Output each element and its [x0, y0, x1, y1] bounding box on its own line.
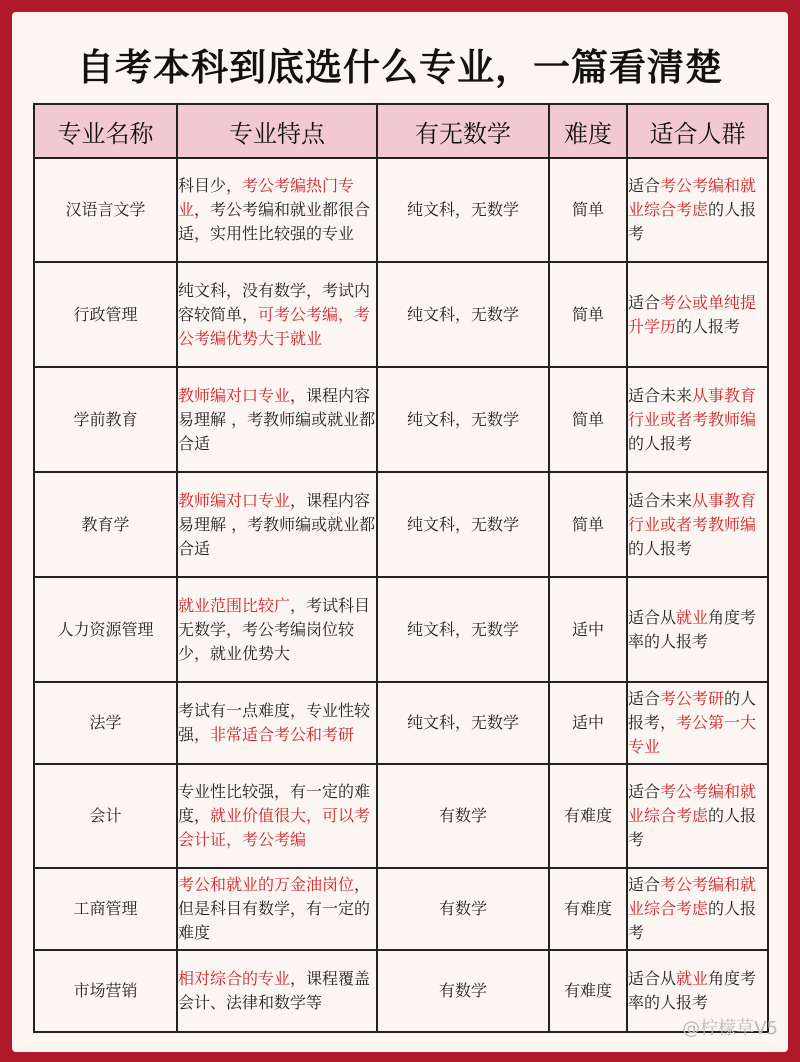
audience-segment: 考公第一大专业 [628, 713, 757, 756]
features-segment: 可考公考编，考公考编优势大于就业 [178, 304, 371, 348]
audience-segment: 适合从 [628, 607, 677, 627]
difficulty-cell: 有难度 [549, 764, 627, 868]
features-cell [177, 367, 377, 472]
features-segment: 就业价值很大，可以考会计证，考公考编 [178, 806, 371, 849]
major-name-cell: 会计 [34, 764, 177, 868]
features-segment: 相对综合的专业 [178, 969, 291, 988]
major-name-cell: 法学 [34, 682, 177, 764]
features-segment: ，考试科目无数学，考公考编岗位较少，就业优势大 [178, 595, 371, 663]
table-row [34, 950, 768, 1032]
table-row [34, 577, 768, 682]
poster-card [12, 12, 788, 1052]
audience-cell [627, 367, 768, 472]
audience-cell [627, 577, 768, 682]
features-segment: ，课程覆盖会计、法律和数学等 [178, 969, 371, 1012]
difficulty-cell: 有难度 [549, 868, 627, 950]
features-cell [177, 158, 377, 262]
watermark: @柠檬草V5 [682, 1018, 778, 1039]
majors-table [33, 103, 769, 1033]
audience-segment: 适合 [628, 782, 661, 801]
audience-segment: 就业 [676, 607, 709, 627]
table-row [34, 367, 768, 472]
audience-segment: 的人报考 [628, 538, 693, 558]
audience-segment: 适合从 [628, 969, 677, 988]
math-cell: 纯文科，无数学 [377, 577, 549, 682]
header-audience: 适合人群 [627, 104, 768, 158]
audience-segment: 考公或单纯提升学历 [628, 292, 757, 336]
audience-segment: 的人报考 [628, 433, 693, 453]
header-difficulty: 难度 [549, 104, 627, 158]
table-row [34, 262, 768, 367]
audience-segment: 的人报考 [628, 899, 757, 942]
features-segment: 考试有一点难度，专业性较强， [178, 701, 371, 744]
features-segment: 就业范围比较广 [178, 595, 291, 615]
math-cell: 纯文科，无数学 [377, 472, 549, 577]
difficulty-cell: 适中 [549, 682, 627, 764]
features-cell [177, 950, 377, 1032]
audience-segment: 适合未来 [628, 490, 693, 510]
audience-segment: 的人报考 [628, 200, 757, 243]
features-cell [177, 472, 377, 577]
features-segment: ，课程内容易理解 ，考教师编或就业都合适 [178, 490, 376, 558]
features-cell [177, 682, 377, 764]
difficulty-cell: 适中 [549, 577, 627, 682]
major-name-cell: 行政管理 [34, 262, 177, 367]
audience-segment: 的人报考， [628, 689, 757, 732]
major-name-cell: 教育学 [34, 472, 177, 577]
features-segment: 专业性比较强，有一定的难度， [178, 782, 371, 825]
audience-cell [627, 472, 768, 577]
difficulty-cell: 有难度 [549, 950, 627, 1032]
difficulty-cell: 简单 [549, 472, 627, 577]
major-name-cell: 市场营销 [34, 950, 177, 1032]
features-cell [177, 577, 377, 682]
features-cell [177, 868, 377, 950]
math-cell: 有数学 [377, 764, 549, 868]
math-cell: 纯文科，无数学 [377, 367, 549, 472]
difficulty-cell: 简单 [549, 367, 627, 472]
features-cell [177, 764, 377, 868]
header-features: 专业特点 [177, 104, 377, 158]
table-row [34, 764, 768, 868]
features-segment: 非常适合考公和考研 [210, 725, 355, 744]
audience-segment: 适合未来 [628, 385, 693, 405]
audience-segment: 适合 [628, 875, 661, 894]
difficulty-cell: 简单 [549, 158, 627, 262]
features-segment: ，但是科目有数学，有一定的难度 [178, 875, 371, 942]
math-cell: 有数学 [377, 868, 549, 950]
audience-cell [627, 868, 768, 950]
major-name-cell: 人力资源管理 [34, 577, 177, 682]
audience-cell [627, 158, 768, 262]
audience-segment: 从事教育行业或者考教师编 [628, 385, 757, 429]
table-row [34, 472, 768, 577]
audience-segment: 考公考研 [660, 689, 725, 708]
major-name-cell: 汉语言文学 [34, 158, 177, 262]
table-row [34, 158, 768, 262]
page-title: 自考本科到底选什么专业，一篇看清楚 [77, 46, 723, 89]
audience-cell [627, 682, 768, 764]
math-cell: 纯文科，无数学 [377, 682, 549, 764]
audience-segment: 从事教育行业或者考教师编 [628, 490, 757, 534]
audience-segment: 适合 [628, 689, 661, 708]
audience-segment: 考公考编和就业综合考虑 [628, 176, 757, 219]
math-cell: 纯文科，无数学 [377, 158, 549, 262]
audience-segment: 角度考率的人报考 [628, 607, 757, 651]
audience-segment: 的人报考 [628, 806, 757, 849]
audience-cell [627, 262, 768, 367]
difficulty-cell: 简单 [549, 262, 627, 367]
audience-segment: 考公考编和就业综合考虑 [628, 875, 757, 918]
table-row [34, 868, 768, 950]
audience-segment: 适合 [628, 292, 661, 312]
header-major-name: 专业名称 [34, 104, 177, 158]
math-cell: 有数学 [377, 950, 549, 1032]
features-cell [177, 262, 377, 367]
audience-cell [627, 764, 768, 868]
features-segment: 教师编对口专业 [178, 385, 291, 405]
header-math: 有无数学 [377, 104, 549, 158]
audience-segment: 适合 [628, 176, 661, 195]
features-segment: 纯文科，没有数学，考试内容较简单， [178, 280, 371, 324]
features-segment: 考公考编热门专业 [178, 176, 355, 219]
features-segment: 教师编对口专业 [178, 490, 291, 510]
audience-segment: 的人报考 [676, 316, 741, 336]
audience-segment: 考公考编和就业综合考虑 [628, 782, 757, 825]
features-segment: ，考公考编和就业都很合适，实用性比较强的专业 [178, 200, 371, 243]
table-header-row [34, 104, 768, 158]
major-name-cell: 学前教育 [34, 367, 177, 472]
major-name-cell: 工商管理 [34, 868, 177, 950]
features-segment: 考公和就业的万金油岗位 [178, 875, 355, 894]
features-segment: 科目少， [178, 176, 243, 195]
table-row [34, 682, 768, 764]
math-cell: 纯文科，无数学 [377, 262, 549, 367]
audience-segment: 就业 [676, 969, 709, 988]
features-segment: ，课程内容易理解 ，考教师编或就业都合适 [178, 385, 376, 453]
audience-segment: 角度考率的人报考 [628, 969, 757, 1012]
